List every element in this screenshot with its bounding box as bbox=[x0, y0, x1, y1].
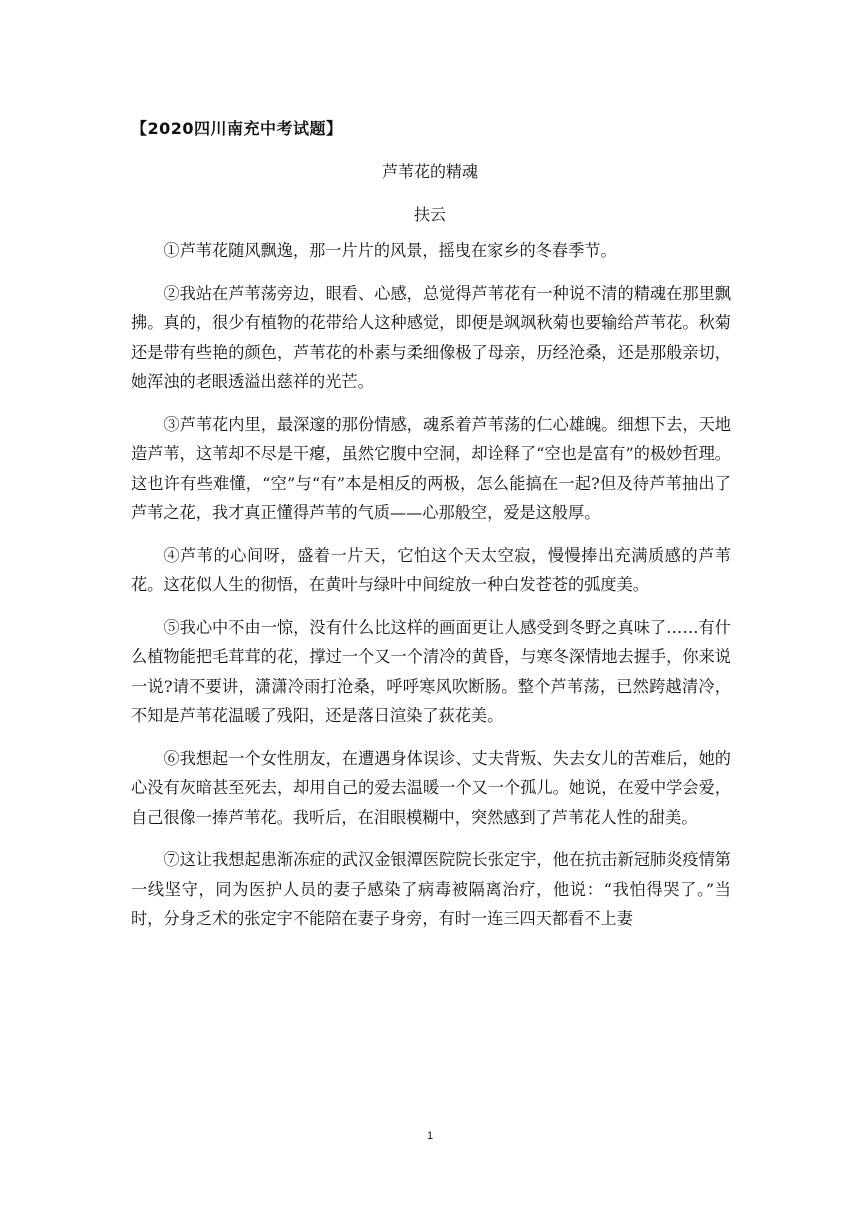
page-number: 1 bbox=[426, 1130, 434, 1142]
article-body bbox=[131, 236, 731, 947]
article-title: 芦苇花的精魂 bbox=[381, 162, 478, 181]
paragraph-4: ④芦苇的心间呀，盛着一片天，它怕这个天太空寂，慢慢捧出充满质感的芦苇花。这花似人生的彻悟，在黄叶与绿叶中间绽放一种白发苍苍的弧度美。 bbox=[131, 545, 731, 594]
paragraph-1: ①芦苇花随风飘逸，那一片片的风景，摇曳在家乡的冬春季节。 bbox=[163, 241, 617, 260]
article-author: 扶云 bbox=[413, 205, 446, 224]
paragraph-5: ⑤我心中不由一惊，没有什么比这样的画面更让人感受到冬野之真味了……有什么植物能把毛茸茸的花，撑过一个又一个清冷的黄昏，与寒冬深情地去握手，你来说一说?请不要讲，潇潇冷雨打沧桑，呼呼寒风吹断肠。整个芦苇荡，已然跨越清冷，不知是芦苇花温暖了残阳，还是落日渲染了荻花美。 bbox=[131, 617, 731, 725]
paragraph-3: ③芦苇花内里，最深邃的那份情感，魂系着芦苇荡的仁心雄魄。细想下去，天地造芦苇，这苇却不尽是干瘪，虽然它腹中空洞，却诠释了“空也是富有”的极妙哲理。这也许有些难懂，“空”与“有”本是相反的两极，怎么能搞在一起?但及待芦苇抽出了芦苇之花，我才真正懂得芦苇的气质——心那般空，爱是这般厚。 bbox=[131, 414, 731, 522]
paragraph-6: ⑥我想起一个女性朋友，在遭遇身体误诊、丈夫背叛、失去女儿的苦难后，她的心没有灰暗甚至死去，却用自己的爱去温暖一个又一个孤儿。她说，在爱中学会爱，自己很像一捧芦苇花。我听后，在泪眼模糊中，突然感到了芦苇花人性的甜美。 bbox=[131, 748, 731, 827]
paragraph-7: ⑦这让我想起患渐冻症的武汉金银潭医院院长张定宇，他在抗击新冠肺炎疫情第一线坚守，同为医护人员的妻子感染了病毒被隔离治疗，他说：“我怕得哭了。”当时，分身乏术的张定宇不能陪在妻子身旁，有时一连三四天都看不上妻 bbox=[131, 850, 731, 928]
exam-source-heading: 【2020四川南充中考试题】 bbox=[131, 119, 343, 138]
paragraph-2: ②我站在芦苇荡旁边，眼看、心感，总觉得芦苇花有一种说不清的精魂在那里飘拂。真的，很少有植物的花带给人这种感觉，即便是飒飒秋菊也要输给芦苇花。秋菊还是带有些艳的颜色，芦苇花的朴素与柔细像极了母亲，历经沧桑，还是那般亲切，她浑浊的老眼透溢出慈祥的光芒。 bbox=[131, 283, 731, 391]
